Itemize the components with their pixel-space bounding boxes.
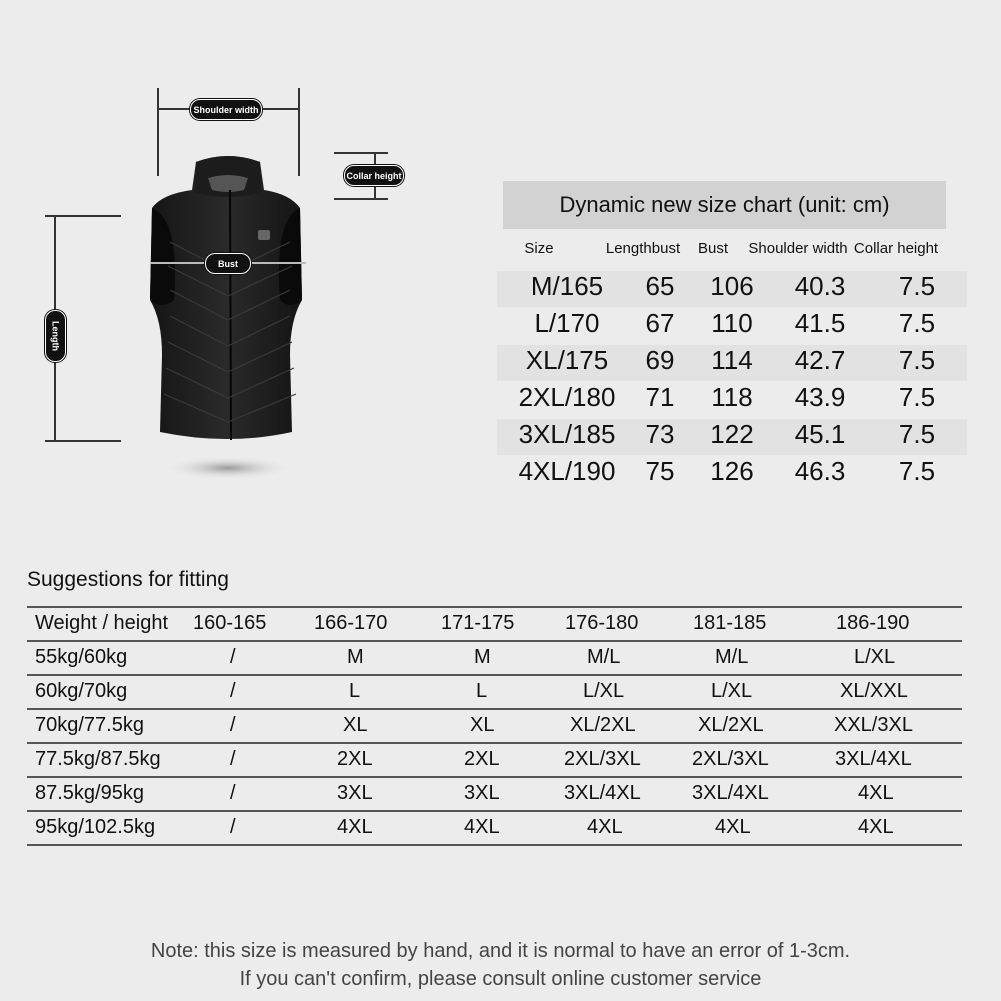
header-bust: Bust <box>697 240 728 257</box>
bust-cell: 118 <box>711 382 753 412</box>
fit-cell: / <box>230 782 236 804</box>
shoulder-cell: 40.3 <box>794 271 846 301</box>
fit-cell: XXL/3XL <box>834 714 913 736</box>
fit-cell: 4XL <box>464 816 500 838</box>
table-row <box>27 742 962 776</box>
fit-cell: L/XL <box>583 680 625 702</box>
length-top-line <box>45 215 121 217</box>
collar-top-line <box>334 152 388 154</box>
fit-cell: M <box>347 646 364 668</box>
note-line-1: Note: this size is measured by hand, and it is normal to have an error of 1-3cm. <box>150 940 851 962</box>
bust-cell: 114 <box>711 345 753 375</box>
fit-cell: XL <box>343 714 368 736</box>
fit-cell: / <box>230 816 236 838</box>
header-shoulder-width: Shoulder width <box>748 240 848 257</box>
fit-cell: 4XL <box>858 816 894 838</box>
fit-cell: 4XL <box>337 816 373 838</box>
length-label: Length <box>45 310 66 362</box>
header-height-col: 160-165 <box>193 612 267 634</box>
size-cell: 4XL/190 <box>518 456 616 486</box>
lengthbust-cell: 73 <box>645 419 675 449</box>
lengthbust-cell: 75 <box>645 456 675 486</box>
bust-cell: 106 <box>710 271 754 301</box>
fit-cell: 2XL <box>464 748 500 770</box>
fit-cell: M/L <box>587 646 621 668</box>
size-cell: M/165 <box>530 271 604 301</box>
fit-cell: M/L <box>715 646 749 668</box>
lengthbust-cell: 65 <box>645 271 675 301</box>
size-cell: XL/175 <box>525 345 609 375</box>
fit-cell: L <box>476 680 488 702</box>
table-row <box>497 382 967 418</box>
fit-cell: / <box>230 646 236 668</box>
shoulder-cell: 41.5 <box>794 308 846 338</box>
collar-cell: 7.5 <box>898 382 936 412</box>
header-collar-height: Collar height <box>853 240 939 257</box>
table-row <box>497 419 967 455</box>
length-bottom-line <box>45 440 121 442</box>
collar-bottom-line <box>334 198 388 200</box>
weight-cell: 87.5kg/95kg <box>35 782 144 804</box>
collar-cell: 7.5 <box>898 345 936 375</box>
header-weight-height: Weight / height <box>35 612 169 634</box>
shoulder-cell: 45.1 <box>794 419 846 449</box>
fit-cell: 3XL/4XL <box>835 748 912 770</box>
fit-cell: 3XL <box>464 782 500 804</box>
lengthbust-cell: 69 <box>645 345 675 375</box>
size-cell: 3XL/185 <box>518 419 616 449</box>
lengthbust-cell: 71 <box>645 382 675 412</box>
fit-cell: / <box>230 680 236 702</box>
size-chart-title: Dynamic new size chart (unit: cm) <box>503 181 946 229</box>
fit-cell: 3XL/4XL <box>692 782 769 804</box>
header-lengthbust: Lengthbust <box>605 240 681 257</box>
bust-cell: 110 <box>711 308 753 338</box>
shoulder-cell: 42.7 <box>794 345 846 375</box>
shoulder-cell: 43.9 <box>794 382 846 412</box>
collar-height-label: Collar height <box>344 165 404 186</box>
table-row <box>497 456 967 492</box>
fit-cell: / <box>230 748 236 770</box>
fit-cell: 4XL <box>715 816 751 838</box>
table-row <box>27 640 962 674</box>
note-line-2: If you can't confirm, please consult online customer service <box>239 968 762 990</box>
table-row <box>27 776 962 810</box>
table-row <box>27 674 962 708</box>
bust-cell: 122 <box>710 419 754 449</box>
fit-cell: 3XL/4XL <box>564 782 641 804</box>
vest-image <box>140 150 320 490</box>
fit-cell: 2XL <box>337 748 373 770</box>
lengthbust-cell: 67 <box>645 308 675 338</box>
fit-cell: XL <box>470 714 495 736</box>
fit-cell: 4XL <box>858 782 894 804</box>
size-chart-header <box>503 240 966 264</box>
header-size: Size <box>524 240 554 257</box>
fit-cell: XL/2XL <box>570 714 636 736</box>
weight-cell: 55kg/60kg <box>35 646 128 668</box>
fit-cell: L/XL <box>711 680 753 702</box>
bust-cell: 126 <box>710 456 754 486</box>
fit-cell: M <box>474 646 491 668</box>
weight-cell: 77.5kg/87.5kg <box>35 748 161 770</box>
table-row <box>27 810 962 846</box>
fitting-table <box>27 606 962 846</box>
fit-cell: XL/XXL <box>840 680 908 702</box>
bust-label: Bust <box>205 253 251 274</box>
fitting-header-row <box>27 606 962 640</box>
fit-cell: 4XL <box>587 816 623 838</box>
header-height-col: 186-190 <box>836 612 910 634</box>
collar-cell: 7.5 <box>898 419 936 449</box>
table-row <box>27 708 962 742</box>
collar-cell: 7.5 <box>898 271 936 301</box>
header-height-col: 176-180 <box>565 612 639 634</box>
collar-cell: 7.5 <box>898 308 936 338</box>
table-row <box>497 271 967 307</box>
table-row <box>497 308 967 344</box>
fitting-title: Suggestions for fitting <box>27 568 229 591</box>
fit-cell: 2XL/3XL <box>564 748 641 770</box>
header-height-col: 171-175 <box>441 612 515 634</box>
table-row <box>497 345 967 381</box>
weight-cell: 60kg/70kg <box>35 680 128 702</box>
weight-cell: 95kg/102.5kg <box>35 816 156 838</box>
shoulder-cell: 46.3 <box>794 456 846 486</box>
weight-cell: 70kg/77.5kg <box>35 714 144 736</box>
collar-cell: 7.5 <box>898 456 936 486</box>
fit-cell: L/XL <box>854 646 896 668</box>
fit-cell: / <box>230 714 236 736</box>
fit-cell: 3XL <box>337 782 373 804</box>
fit-cell: XL/2XL <box>698 714 764 736</box>
shoulder-width-label: Shoulder width <box>190 99 262 120</box>
fit-cell: L <box>349 680 361 702</box>
fit-cell: 2XL/3XL <box>692 748 769 770</box>
size-cell: L/170 <box>534 308 600 338</box>
size-cell: 2XL/180 <box>518 382 616 412</box>
header-height-col: 166-170 <box>314 612 388 634</box>
header-height-col: 181-185 <box>693 612 767 634</box>
